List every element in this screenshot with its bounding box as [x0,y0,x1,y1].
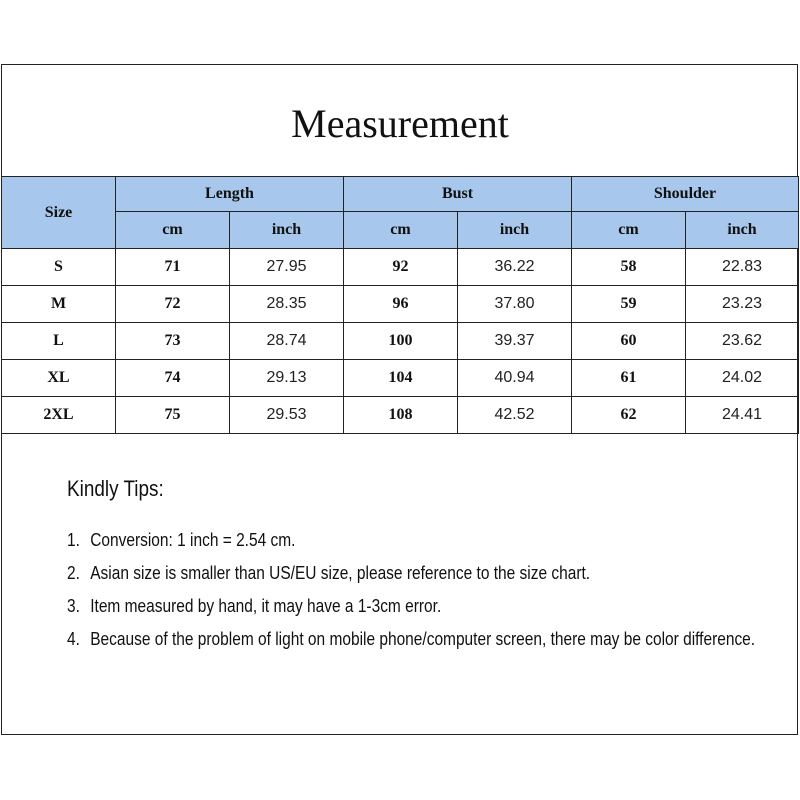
length-inch-cell: 28.74 [230,323,344,360]
shoulder-inch-cell: 24.41 [686,397,799,434]
tip-text: Item measured by hand, it may have a 1-3cm error. [90,596,442,616]
tip-text: Conversion: 1 inch = 2.54 cm. [90,530,296,550]
bust-inch-cell: 40.94 [458,360,572,397]
bust-cm-cell: 104 [344,360,458,397]
bust-cm-cell: 100 [344,323,458,360]
shoulder-inch-cell: 24.02 [686,360,799,397]
shoulder-inch-cell: 22.83 [686,249,799,286]
kindly-tips [67,474,767,656]
size-header: Size [2,177,116,249]
tips-title: Kindly Tips: [67,476,164,501]
shoulder-cm-cell: 61 [572,360,686,397]
length-cm-cell: 74 [116,360,230,397]
length-cm-cell: 73 [116,323,230,360]
tip-item [67,623,764,656]
table-row [2,397,799,434]
unit-header-length-cm: cm [116,212,230,249]
length-inch-cell: 29.53 [230,397,344,434]
unit-header-bust-cm: cm [344,212,458,249]
size-chart-table [1,176,799,434]
table-row [2,286,799,323]
unit-header-shoulder-inch: inch [686,212,799,249]
tip-number: 4. [67,629,80,649]
shoulder-cm-cell: 59 [572,286,686,323]
shoulder-inch-cell: 23.23 [686,286,799,323]
bust-cm-cell: 96 [344,286,458,323]
size-cell: S [2,249,116,286]
shoulder-cm-cell: 60 [572,323,686,360]
length-inch-cell: 29.13 [230,360,344,397]
shoulder-header: Shoulder [572,177,799,212]
length-inch-cell: 28.35 [230,286,344,323]
bust-inch-cell: 42.52 [458,397,572,434]
length-inch-cell: 27.95 [230,249,344,286]
unit-header-shoulder-cm: cm [572,212,686,249]
bust-inch-cell: 36.22 [458,249,572,286]
shoulder-cm-cell: 58 [572,249,686,286]
tip-number: 1. [67,530,80,550]
tip-item [67,557,764,590]
table-row [2,323,799,360]
bust-header: Bust [344,177,572,212]
tip-item [67,590,764,623]
shoulder-inch-cell: 23.62 [686,323,799,360]
tip-text: Because of the problem of light on mobile phone/computer screen, there may be color difference. [90,629,756,649]
table-row [2,249,799,286]
size-cell: M [2,286,116,323]
size-cell: L [2,323,116,360]
length-cm-cell: 71 [116,249,230,286]
tip-item [67,524,764,557]
unit-header-length-inch: inch [230,212,344,249]
length-cm-cell: 72 [116,286,230,323]
unit-header-bust-inch: inch [458,212,572,249]
length-cm-cell: 75 [116,397,230,434]
size-cell: XL [2,360,116,397]
bust-cm-cell: 92 [344,249,458,286]
page-title: Measurement [291,101,509,146]
tip-text: Asian size is smaller than US/EU size, please reference to the size chart. [90,563,591,583]
size-cell: 2XL [2,397,116,434]
shoulder-cm-cell: 62 [572,397,686,434]
table-row [2,360,799,397]
bust-inch-cell: 39.37 [458,323,572,360]
bust-inch-cell: 37.80 [458,286,572,323]
tip-number: 3. [67,596,80,616]
length-header: Length [116,177,344,212]
tip-number: 2. [67,563,80,583]
bust-cm-cell: 108 [344,397,458,434]
